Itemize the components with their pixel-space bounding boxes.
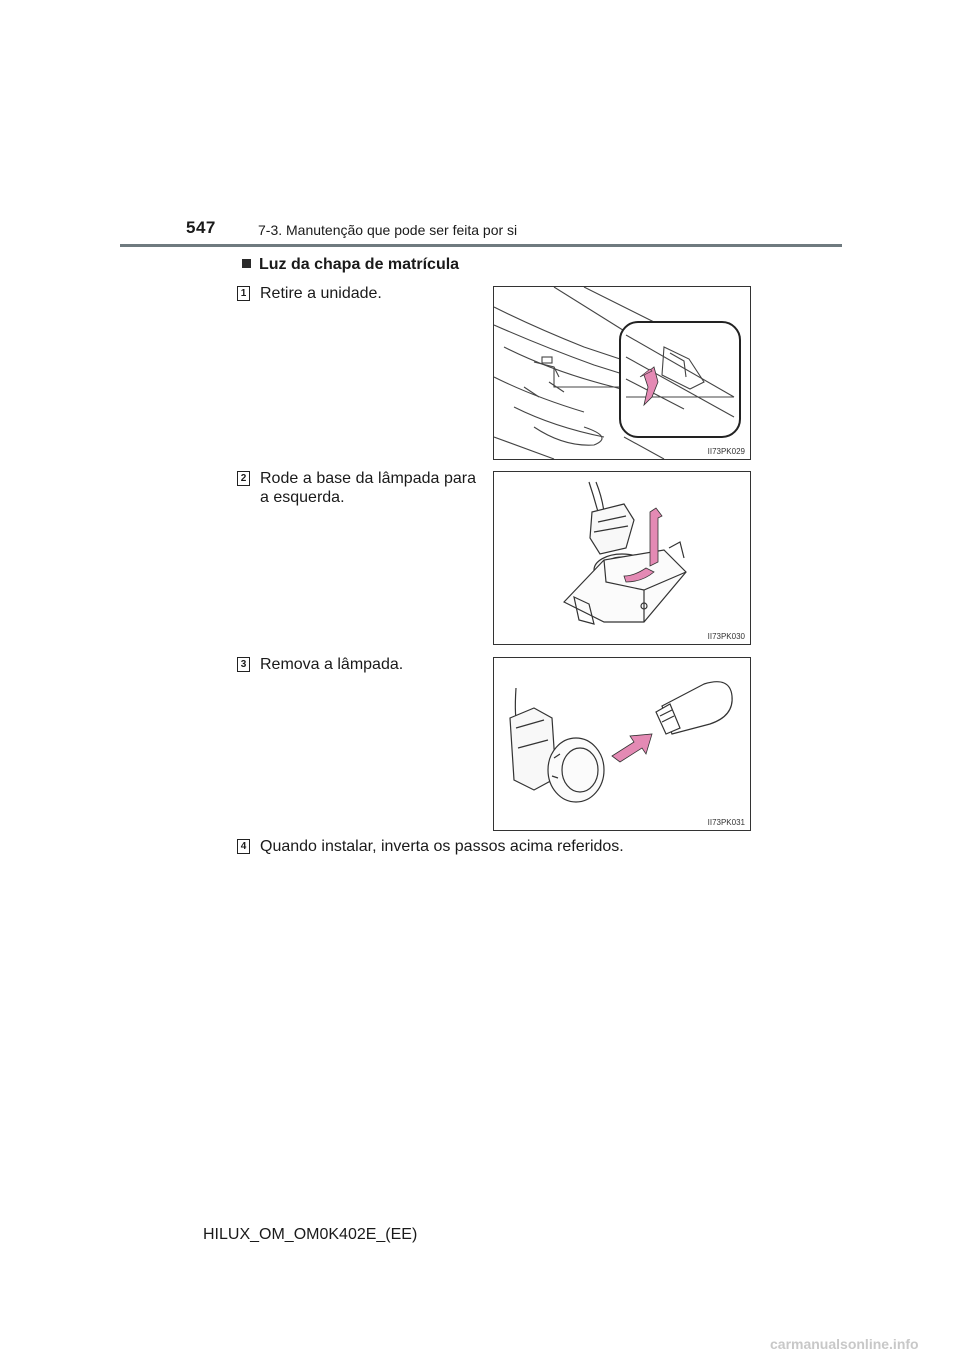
square-bullet-icon	[242, 259, 251, 268]
header-rule	[120, 244, 842, 247]
footer-doc-code: HILUX_OM_OM0K402E_(EE)	[203, 1226, 418, 1243]
lamp-housing-illustration	[494, 472, 750, 644]
step-badge-2: 2	[237, 471, 250, 486]
step-badge-4: 4	[237, 839, 250, 854]
subheading	[242, 256, 459, 274]
step-3-text: Remova a lâmpada.	[260, 656, 404, 673]
step-4-text: Quando instalar, inverta os passos acima referidos.	[260, 838, 624, 855]
figure-code: II73PK031	[707, 818, 745, 827]
bulb-removal-illustration	[494, 658, 750, 830]
subheading-text: Luz da chapa de matrícula	[259, 256, 460, 273]
figure-rotate-socket	[493, 471, 751, 645]
step-badge-1: 1	[237, 286, 250, 301]
step-1-text: Retire a unidade.	[260, 285, 382, 302]
page-number: 547	[186, 218, 216, 237]
step-2-text: Rode a base da lâmpada para a esquerda.	[260, 470, 476, 506]
step-badge-3: 3	[237, 657, 250, 672]
section-title: 7-3. Manutenção que pode ser feita por si	[258, 222, 518, 238]
figure-remove-bulb	[493, 657, 751, 831]
figure-remove-unit	[493, 286, 751, 460]
figure-code: II73PK029	[707, 447, 745, 456]
figure-code: II73PK030	[707, 632, 745, 641]
tailgate-illustration	[494, 287, 750, 459]
watermark: carmanualsonline.info	[770, 1336, 919, 1352]
